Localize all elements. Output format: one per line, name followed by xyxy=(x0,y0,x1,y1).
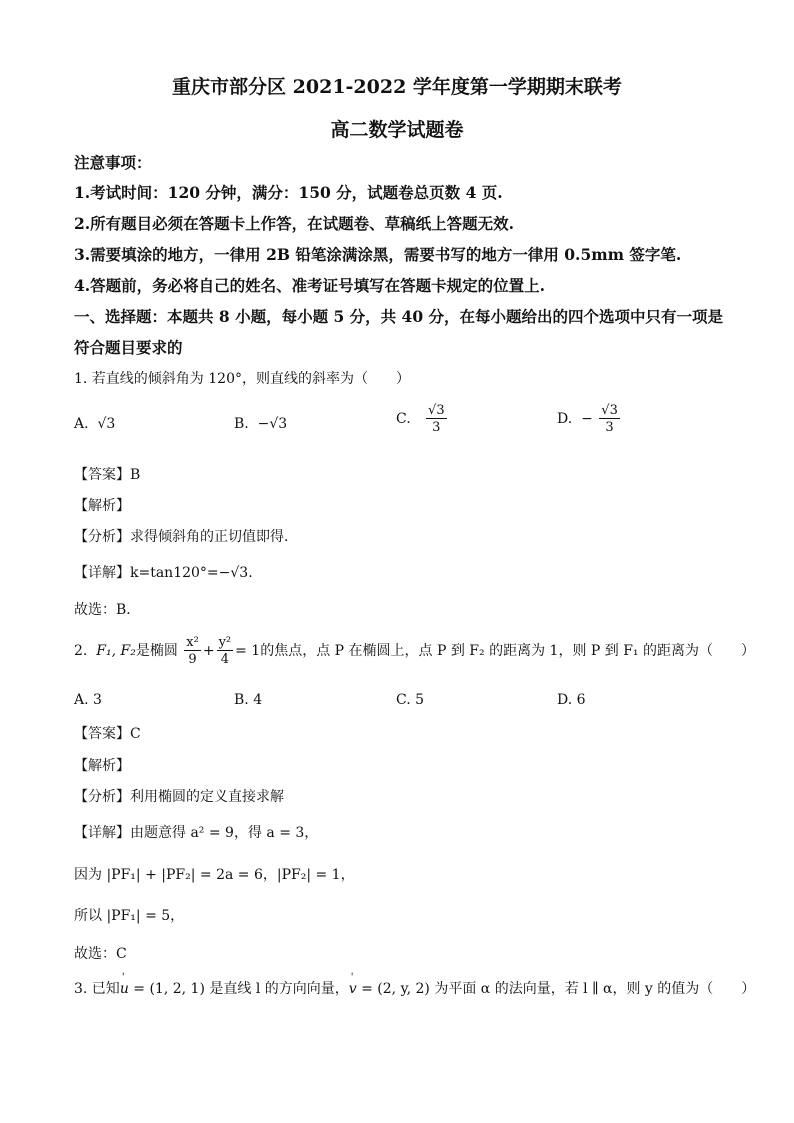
q1-option-b: B. −√3 xyxy=(234,416,288,432)
question-1-stem: 1. 若直线的倾斜角为 120°，则直线的斜率为（ ） xyxy=(74,371,410,387)
note-item: 2.所有题目必须在答题卡上作答，在试题卷、草稿纸上答题无效. xyxy=(74,214,515,233)
question-3-stem: 3. 已知' u = (1, 2, 1) 是直线 l 的方向向量，' v = (2, y, 2) 为平面 α 的法向量，若 l ∥ α，则 y 的值为（ ） xyxy=(74,978,755,998)
q1-detail: 【详解】k=tan120°=−√3. xyxy=(74,565,253,581)
q2-option-d: D. 6 xyxy=(557,692,586,708)
q1-analysis-label: 【解析】 xyxy=(74,498,130,514)
q1-option-c: C. $\frac{√3}{3}$ xyxy=(396,403,445,435)
q2-fenxi: 【分析】利用椭圆的定义直接求解 xyxy=(74,789,284,805)
note-item: 3.需要填涂的地方，一律用 2B 铅笔涂满涂黑，需要书写的地方一律用 0.5mm 签字笔. xyxy=(74,245,682,264)
notes-heading: 注意事项： xyxy=(74,153,152,172)
note-item: 4.答题前，务必将自己的姓名、准考证号填写在答题卡规定的位置上. xyxy=(74,276,546,295)
q2-conclusion: 故选：C xyxy=(74,946,127,962)
q2-analysis-label: 【解析】 xyxy=(74,758,130,774)
q1-option-d: D. − $\frac{√3}{3}$ xyxy=(557,403,618,435)
q1-fenxi: 【分析】求得倾斜角的正切值即得． xyxy=(74,529,298,545)
q2-detail: 【详解】由题意得 a² = 9，得 a = 3， xyxy=(74,825,319,841)
note-item: 1.考试时间：120 分钟，满分：150 分，试题卷总页数 4 页. xyxy=(74,183,503,202)
q2-because: 因为 |PF₁| + |PF₂| = 2a = 6，|PF₂| = 1， xyxy=(74,867,355,883)
section-heading-cont: 符合题目要求的 xyxy=(74,338,183,357)
q2-answer: 【答案】C xyxy=(74,726,141,742)
q1-conclusion: 故选：B． xyxy=(74,602,141,618)
section-heading: 一、选择题：本题共 8 小题，每小题 5 分，共 40 分，在每小题给出的四个选项中只有一项是 xyxy=(74,307,724,326)
q1-option-a: A. √3 xyxy=(74,416,116,432)
q1-answer: 【答案】B xyxy=(74,467,141,483)
page-subtitle: 高二数学试题卷 xyxy=(330,119,464,141)
q2-option-a: A. 3 xyxy=(74,692,102,708)
q2-option-b: B. 4 xyxy=(234,692,263,708)
page-title: 重庆市部分区 2021-2022 学年度第一学期期末联考 xyxy=(172,76,622,98)
q2-option-c: C. 5 xyxy=(396,692,425,708)
q2-so: 所以 |PF₁| = 5， xyxy=(74,908,185,924)
question-2-stem: 2. F₁, F₂是椭圆 $\frac{\text{x²}}{9}$ + $\frac{\text{y²}}{4}$ = 1的焦点，点 P 在椭圆上，点 P 到 F₂ 的距离为 1，则 P 到 F₁ 的距离为（ ） xyxy=(74,635,755,667)
